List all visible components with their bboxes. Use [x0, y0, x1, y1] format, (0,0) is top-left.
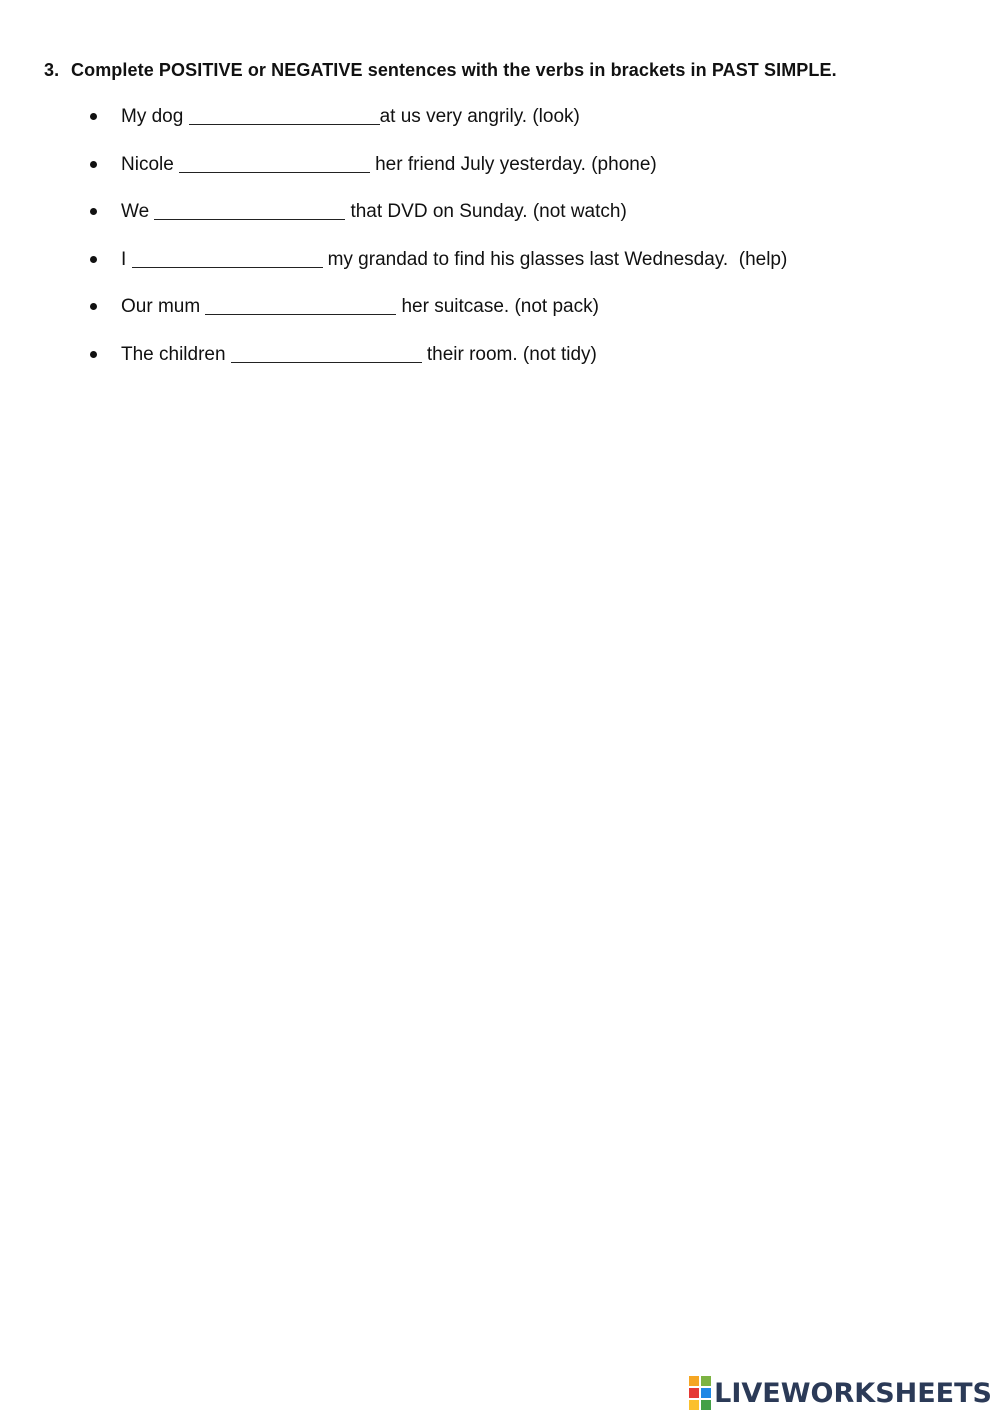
sentence-end: that DVD on Sunday. (not watch) [350, 201, 627, 223]
sentence-start: The children [121, 343, 226, 365]
bullet-icon [90, 303, 97, 310]
list-item [0, 104, 1000, 152]
sentence-start: I [121, 248, 127, 270]
answer-blank[interactable] [179, 152, 370, 173]
exercise-number: 3. [44, 60, 60, 80]
bullet-icon [90, 256, 97, 263]
sentence [121, 152, 657, 177]
sentence-end: their room. (not tidy) [426, 343, 597, 365]
sentence-list [0, 104, 1000, 390]
answer-blank[interactable] [205, 294, 396, 315]
sentence [121, 342, 597, 367]
list-item [0, 247, 1000, 295]
sentence [121, 247, 787, 272]
list-item [0, 294, 1000, 342]
sentence-end: her friend July yesterday. (phone) [375, 153, 657, 175]
bullet-icon [90, 161, 97, 168]
list-item [0, 199, 1000, 247]
list-item [0, 342, 1000, 390]
sentence [121, 294, 599, 319]
answer-blank[interactable] [189, 104, 380, 125]
sentence-start: Nicole [121, 153, 174, 175]
bullet-icon [90, 208, 97, 215]
liveworksheets-logo [689, 1376, 992, 1410]
sentence-end: at us very angrily. (look) [379, 106, 580, 127]
sentence-end: my grandad to find his glasses last Wednesday. (help) [327, 248, 788, 270]
sentence [121, 104, 580, 129]
logo-text: LIVEWORKSHEETS [714, 1377, 992, 1409]
sentence-start: We [121, 201, 150, 223]
list-item [0, 152, 1000, 200]
logo-mark-icon [689, 1376, 711, 1410]
answer-blank[interactable] [132, 247, 323, 268]
sentence [121, 199, 627, 224]
bullet-icon [90, 351, 97, 358]
bullet-icon [90, 113, 97, 120]
sentence-start: Our mum [121, 296, 201, 318]
answer-blank[interactable] [231, 342, 422, 363]
exercise-instruction [44, 60, 837, 81]
sentence-end: her suitcase. (not pack) [401, 296, 599, 318]
instruction-text: Complete POSITIVE or NEGATIVE sentences with the verbs in brackets in PAST SIMPLE. [71, 60, 837, 80]
answer-blank[interactable] [154, 199, 345, 220]
sentence-start: My dog [121, 106, 184, 127]
